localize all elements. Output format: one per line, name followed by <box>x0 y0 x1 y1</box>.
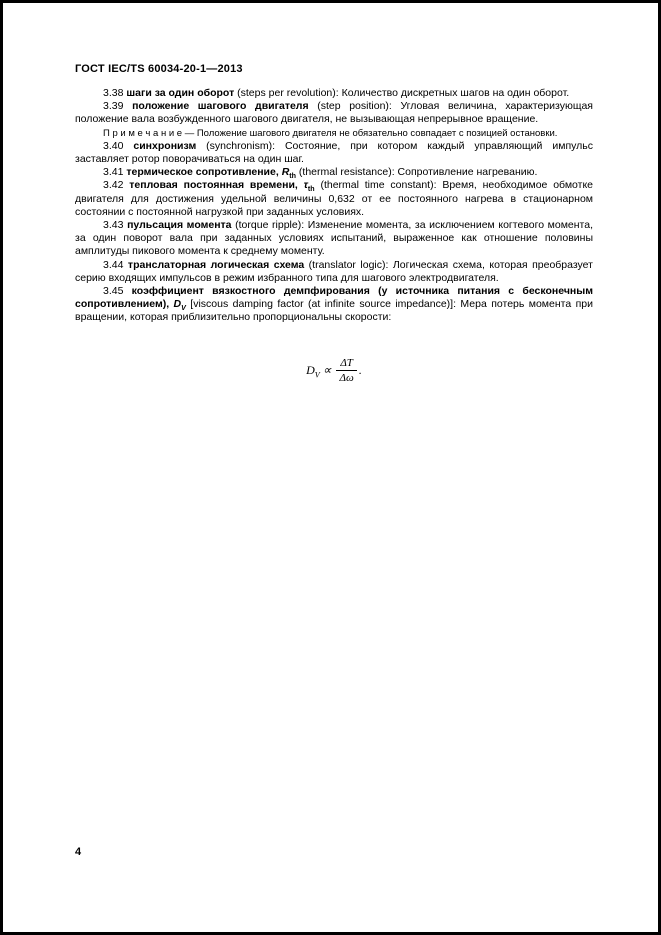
text-run: (synchronism): Состояние, при котором каждый управляющий импульс заставляет ротор поворачиваться на один шаг. <box>75 139 593 166</box>
text-run: 3.44 <box>103 258 128 271</box>
para-3-44 <box>75 259 593 285</box>
text-run: 3.40 <box>103 139 134 152</box>
fraction-numerator: ΔT <box>336 357 357 372</box>
text-run: 3.39 <box>103 100 133 113</box>
formula <box>75 357 593 385</box>
text-run: 3.43 <box>103 219 128 232</box>
text-run: шаги за один оборот <box>126 87 235 99</box>
formula-period: . <box>358 362 362 377</box>
proportional-symbol: ∝ <box>322 362 332 377</box>
text-run: П р и м е ч а н и е — Положение шагового двигателя не обязательно совпадает с позицией остановки. <box>103 127 558 139</box>
text-run: (step position): Угловая величина, характеризующая положение вала возбужденного шагового двигателя, не вызывающая непрерывное вращение. <box>75 100 593 126</box>
text-run: th <box>289 172 297 181</box>
para-3-43 <box>75 219 593 259</box>
formula-fraction <box>336 357 357 385</box>
para-3-45 <box>75 285 593 325</box>
text-run: (steps per revolution): Количество дискретных шагов на один оборот. <box>234 87 570 99</box>
text-run: коэффициент вязкостного демпфирования (у источника питания с бесконечным сопротивлением), <box>75 285 593 311</box>
formula-variable-subscript: V <box>314 369 320 379</box>
text-run: τ <box>303 179 308 192</box>
para-3-41 <box>75 166 593 179</box>
para-3-39 <box>75 100 593 126</box>
document-body <box>75 87 593 385</box>
para-3-38 <box>75 87 593 100</box>
document-header: ГОСТ IEC/TS 60034-20-1—2013 <box>75 63 243 75</box>
text-run: транслаторная логическая схема <box>127 258 305 271</box>
text-run: [viscous damping factor (at infinite source impedance)]: Мера потерь момента при вращении, которая приблизительно пропорциональны скорости: <box>75 298 593 324</box>
text-run: тепловая постоянная времени, <box>129 179 304 192</box>
text-run: 3.41 <box>103 166 127 179</box>
text-run: (translator logic): Логическая схема, которая преобразует серию входящих импульсов в режим избранного типа для шагового электродвигателя. <box>75 258 593 284</box>
page-number: 4 <box>75 846 82 858</box>
text-run: термическое сопротивление, <box>126 166 282 179</box>
formula-variable: D <box>306 362 315 377</box>
text-run: (thermal time constant): Время, необходимое обмотке двигателя для достижения удельной величины 0,632 от ее постоянного нагрева в стационарном состоянии с постоянной нагрузкой при заданных условиях. <box>75 179 594 218</box>
para-note <box>75 127 593 140</box>
text-run: th <box>307 185 315 194</box>
text-run: D <box>173 298 182 311</box>
text-run: 3.45 <box>103 285 132 298</box>
para-3-42 <box>75 179 593 219</box>
text-run: 3.42 <box>103 179 130 192</box>
fraction-denominator: Δω <box>339 372 354 385</box>
text-run: положение шагового двигателя <box>132 100 309 113</box>
text-run: (thermal resistance): Сопротивление нагреванию. <box>296 166 538 179</box>
text-run: пульсация момента <box>127 219 232 232</box>
text-run: 3.38 <box>103 87 127 99</box>
para-3-40 <box>75 140 593 166</box>
text-run: V <box>181 304 186 313</box>
text-run: синхронизм <box>133 139 197 152</box>
text-run: R <box>281 166 290 179</box>
text-run: (torque ripple): Изменение момента, за исключением когтевого момента, за один поворот вала при заданных условиях испытаний, выраженное как отношение половины амплитуды пикового момента к среднему моменту. <box>75 219 594 258</box>
